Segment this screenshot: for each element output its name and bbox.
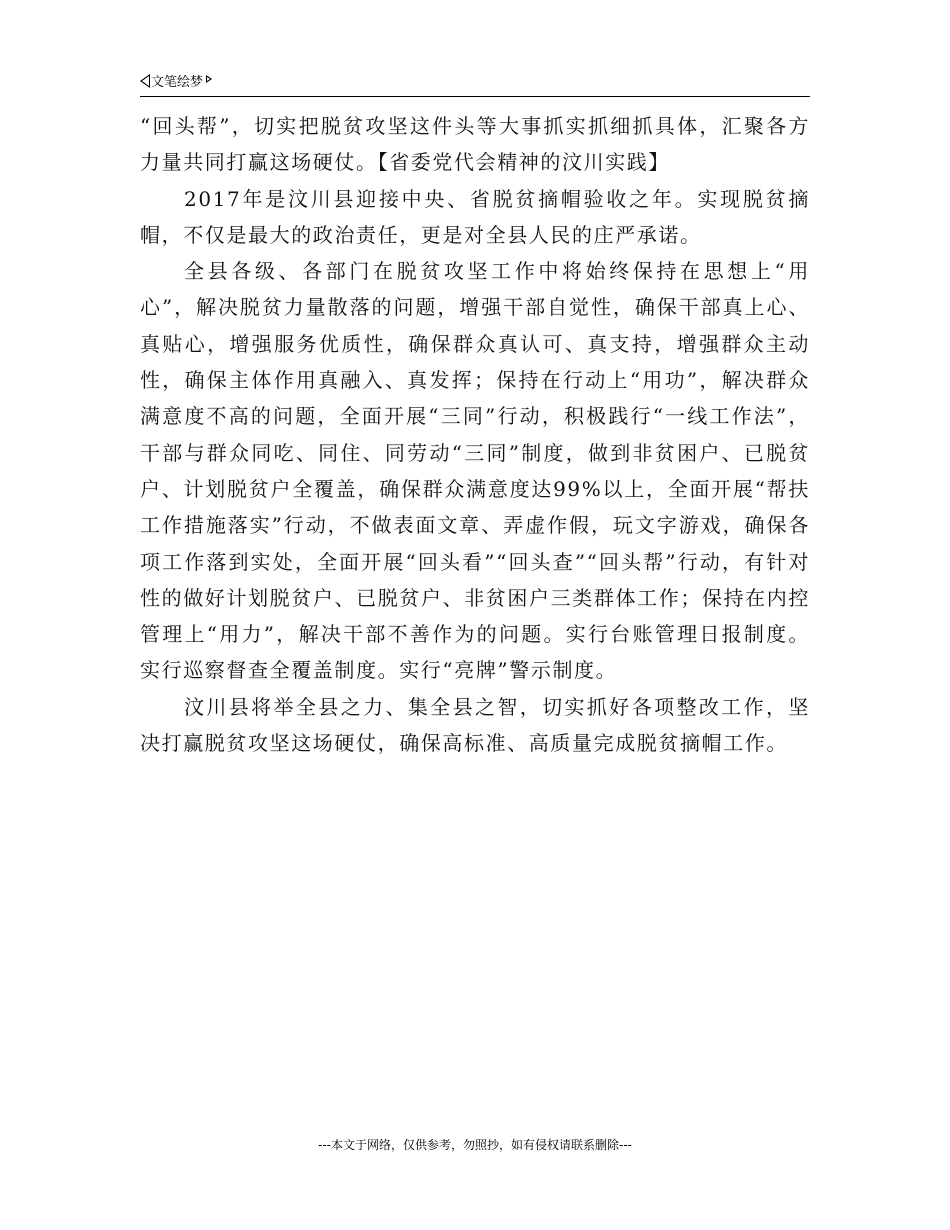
footer-notice: ---本文于网络，仅供参考，勿照抄，如有侵权请联系删除--- [318,1138,632,1152]
paragraph-2: 2017年是汶川县迎接中央、省脱贫摘帽验收之年。实现脱贫摘帽，不仅是最大的政治责任，更是对全县人民的庄严承诺。 [140,186,810,247]
triangle-right-icon [206,75,212,83]
paragraph-1: “回头帮”，切实把脱贫攻坚这件头等大事抓实抓细抓具体，汇聚各方力量共同打赢这场硬仗。【省委党代会精神的汶川实践】 [140,114,810,175]
triangle-left-icon [140,74,150,88]
page-header [140,70,810,97]
paragraph-3: 全县各级、各部门在脱贫攻坚工作中将始终保持在思想上“用心”，解决脱贫力量散落的问题，增强干部自觉性，确保干部真上心、真贴心，增强服务优质性，确保群众真认可、真支持，增强群众主动性，确保主体作用真融入、真发挥；保持在行动上“用功”，解决群众满意度不高的问题，全面开展“三同”行动，积极践行“一线工作法”，干部与群众同吃、同住、同劳动“三同”制度，做到非贫困户、已脱贫户、计划脱贫户全覆盖，确保群众满意度达99%以上，全面开展“帮扶工作措施落实”行动，不做表面文章、弄虚作假，玩文字游戏，确保各项工作落到实处，全面开展“回头看”“回头查”“回头帮”行动，有针对性的做好计划脱贫户、已脱贫户、非贫困户三类群体工作；保持在内控管理上“用力”，解决干部不善作为的问题。实行台账管理日报制度。实行巡察督查全覆盖制度。实行“亮牌”警示制度。 [140,259,810,683]
header-brand: 文笔绘梦 [151,75,204,90]
paragraph-4: 汶川县将举全县之力、集全县之智，切实抓好各项整改工作，坚决打赢脱贫攻坚这场硬仗，确保高标准、高质量完成脱贫摘帽工作。 [140,694,810,756]
document-body [140,108,810,761]
